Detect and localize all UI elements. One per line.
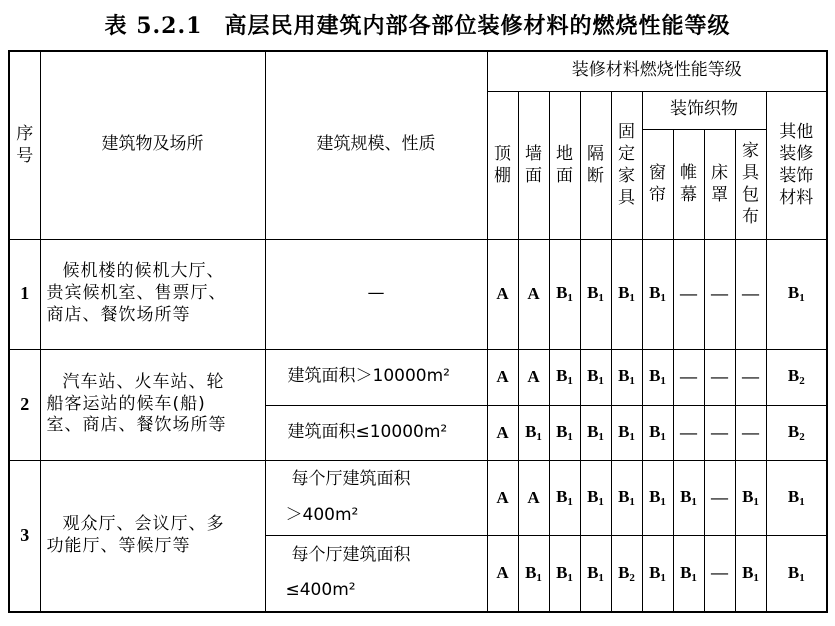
place-line: 商店、餐饮场所等 bbox=[46, 304, 191, 325]
grade-cell: $B_1$ bbox=[642, 460, 673, 535]
row-index: 3 bbox=[9, 460, 40, 612]
row-scale bbox=[265, 349, 487, 405]
header-wall: 墙 面 bbox=[518, 91, 549, 239]
header-scale: 建筑规模、性质 bbox=[265, 51, 487, 239]
grade-cell: — bbox=[704, 349, 735, 405]
row-place bbox=[40, 349, 265, 460]
header-floor: 地 面 bbox=[549, 91, 580, 239]
header-index: 序 号 bbox=[9, 51, 40, 239]
scale-line: 每个厅建筑面积 bbox=[291, 468, 411, 489]
place-line: 候机楼的候机大厅、 bbox=[62, 261, 225, 282]
grade-cell: $B_1$ bbox=[549, 535, 580, 612]
grade-cell: — bbox=[704, 535, 735, 612]
grade-cell: $B_1$ bbox=[549, 460, 580, 535]
grade-cell: — bbox=[673, 349, 704, 405]
grade-cell: $B_1$ bbox=[611, 239, 642, 349]
grade-cell: $B_1$ bbox=[580, 349, 611, 405]
grade-cell: A bbox=[487, 405, 518, 460]
row-index: 2 bbox=[9, 349, 40, 460]
grade-cell: $B_1$ bbox=[611, 405, 642, 460]
grade-cell: $B_2$ bbox=[766, 349, 827, 405]
table-number: 表 5.2.1 bbox=[104, 13, 203, 39]
header-grade-group: 装修材料燃烧性能等级 bbox=[487, 51, 827, 91]
grade-cell: $B_1$ bbox=[673, 460, 704, 535]
row-scale bbox=[265, 239, 487, 349]
table-caption: 高层民用建筑内部各部位装修材料的燃烧性能等级 bbox=[224, 13, 731, 39]
scale-line: ＞400m² bbox=[285, 504, 359, 525]
scale-line: 建筑面积＞10000m² bbox=[287, 366, 450, 387]
place-line: 功能厅、等候厅等 bbox=[46, 535, 191, 556]
grade-cell: $B_1$ bbox=[580, 405, 611, 460]
header-other: 其他 装修 装饰 材料 bbox=[766, 91, 827, 239]
row-place bbox=[40, 239, 265, 349]
grade-cell: A bbox=[518, 239, 549, 349]
grade-cell: — bbox=[735, 349, 766, 405]
grade-cell: $B_1$ bbox=[766, 535, 827, 612]
grade-cell: $B_1$ bbox=[642, 535, 673, 612]
grade-cell: $B_1$ bbox=[766, 239, 827, 349]
fire-rating-table bbox=[8, 50, 828, 613]
grade-cell: — bbox=[735, 405, 766, 460]
grade-cell: $B_1$ bbox=[642, 349, 673, 405]
table-title bbox=[0, 8, 835, 44]
scale-line: — bbox=[367, 283, 385, 304]
grade-cell: A bbox=[518, 460, 549, 535]
header-drape: 帷 幕 bbox=[673, 129, 704, 239]
header-place: 建筑物及场所 bbox=[40, 51, 265, 239]
grade-cell: $B_1$ bbox=[735, 460, 766, 535]
header-furniture-cover: 家 具 包 布 bbox=[735, 129, 766, 239]
grade-cell: $B_1$ bbox=[673, 535, 704, 612]
grade-cell: $B_1$ bbox=[580, 535, 611, 612]
grade-cell: $B_1$ bbox=[518, 535, 549, 612]
header-fixed-furniture: 固 定 家 具 bbox=[611, 91, 642, 239]
grade-cell: $B_2$ bbox=[766, 405, 827, 460]
header-textile-group: 装饰织物 bbox=[642, 91, 766, 129]
grade-cell: $B_1$ bbox=[549, 405, 580, 460]
table-row bbox=[9, 349, 827, 405]
scale-line: ≤400m² bbox=[285, 580, 356, 601]
grade-cell: — bbox=[704, 405, 735, 460]
grade-cell: $B_1$ bbox=[642, 405, 673, 460]
table-row bbox=[9, 460, 827, 535]
grade-cell: A bbox=[487, 535, 518, 612]
place-line: 室、商店、餐饮场所等 bbox=[46, 415, 227, 436]
place-line: 贵宾候机室、售票厅、 bbox=[46, 283, 227, 304]
place-line: 船客运站的候车(船) bbox=[46, 393, 206, 414]
grade-cell: A bbox=[518, 349, 549, 405]
grade-cell: $B_1$ bbox=[611, 460, 642, 535]
header-bedcover: 床 罩 bbox=[704, 129, 735, 239]
row-scale bbox=[265, 405, 487, 460]
place-line: 观众厅、会议厅、多 bbox=[62, 514, 225, 534]
grade-cell: — bbox=[704, 239, 735, 349]
grade-cell: $B_1$ bbox=[642, 239, 673, 349]
header-partition: 隔 断 bbox=[580, 91, 611, 239]
header-curtain: 窗 帘 bbox=[642, 129, 673, 239]
grade-cell: $B_1$ bbox=[580, 239, 611, 349]
grade-cell: $B_1$ bbox=[580, 460, 611, 535]
grade-cell: — bbox=[673, 405, 704, 460]
table-row bbox=[9, 239, 827, 349]
grade-cell: — bbox=[735, 239, 766, 349]
grade-cell: A bbox=[487, 349, 518, 405]
row-index: 1 bbox=[9, 239, 40, 349]
grade-cell: $B_2$ bbox=[611, 535, 642, 612]
grade-cell: $B_1$ bbox=[549, 349, 580, 405]
place-line: 汽车站、火车站、轮 bbox=[62, 371, 225, 392]
grade-cell: — bbox=[673, 239, 704, 349]
grade-cell: $B_1$ bbox=[766, 460, 827, 535]
grade-cell: $B_1$ bbox=[611, 349, 642, 405]
row-scale bbox=[265, 535, 487, 612]
grade-cell: A bbox=[487, 239, 518, 349]
row-scale bbox=[265, 460, 487, 535]
grade-cell: $B_1$ bbox=[549, 239, 580, 349]
grade-cell: $B_1$ bbox=[735, 535, 766, 612]
scale-line: 每个厅建筑面积 bbox=[291, 544, 411, 565]
grade-cell: — bbox=[704, 460, 735, 535]
grade-cell: $B_1$ bbox=[518, 405, 549, 460]
grade-cell: A bbox=[487, 460, 518, 535]
header-ceiling: 顶 棚 bbox=[487, 91, 518, 239]
row-place bbox=[40, 460, 265, 612]
scale-line: 建筑面积≤10000m² bbox=[287, 421, 448, 442]
